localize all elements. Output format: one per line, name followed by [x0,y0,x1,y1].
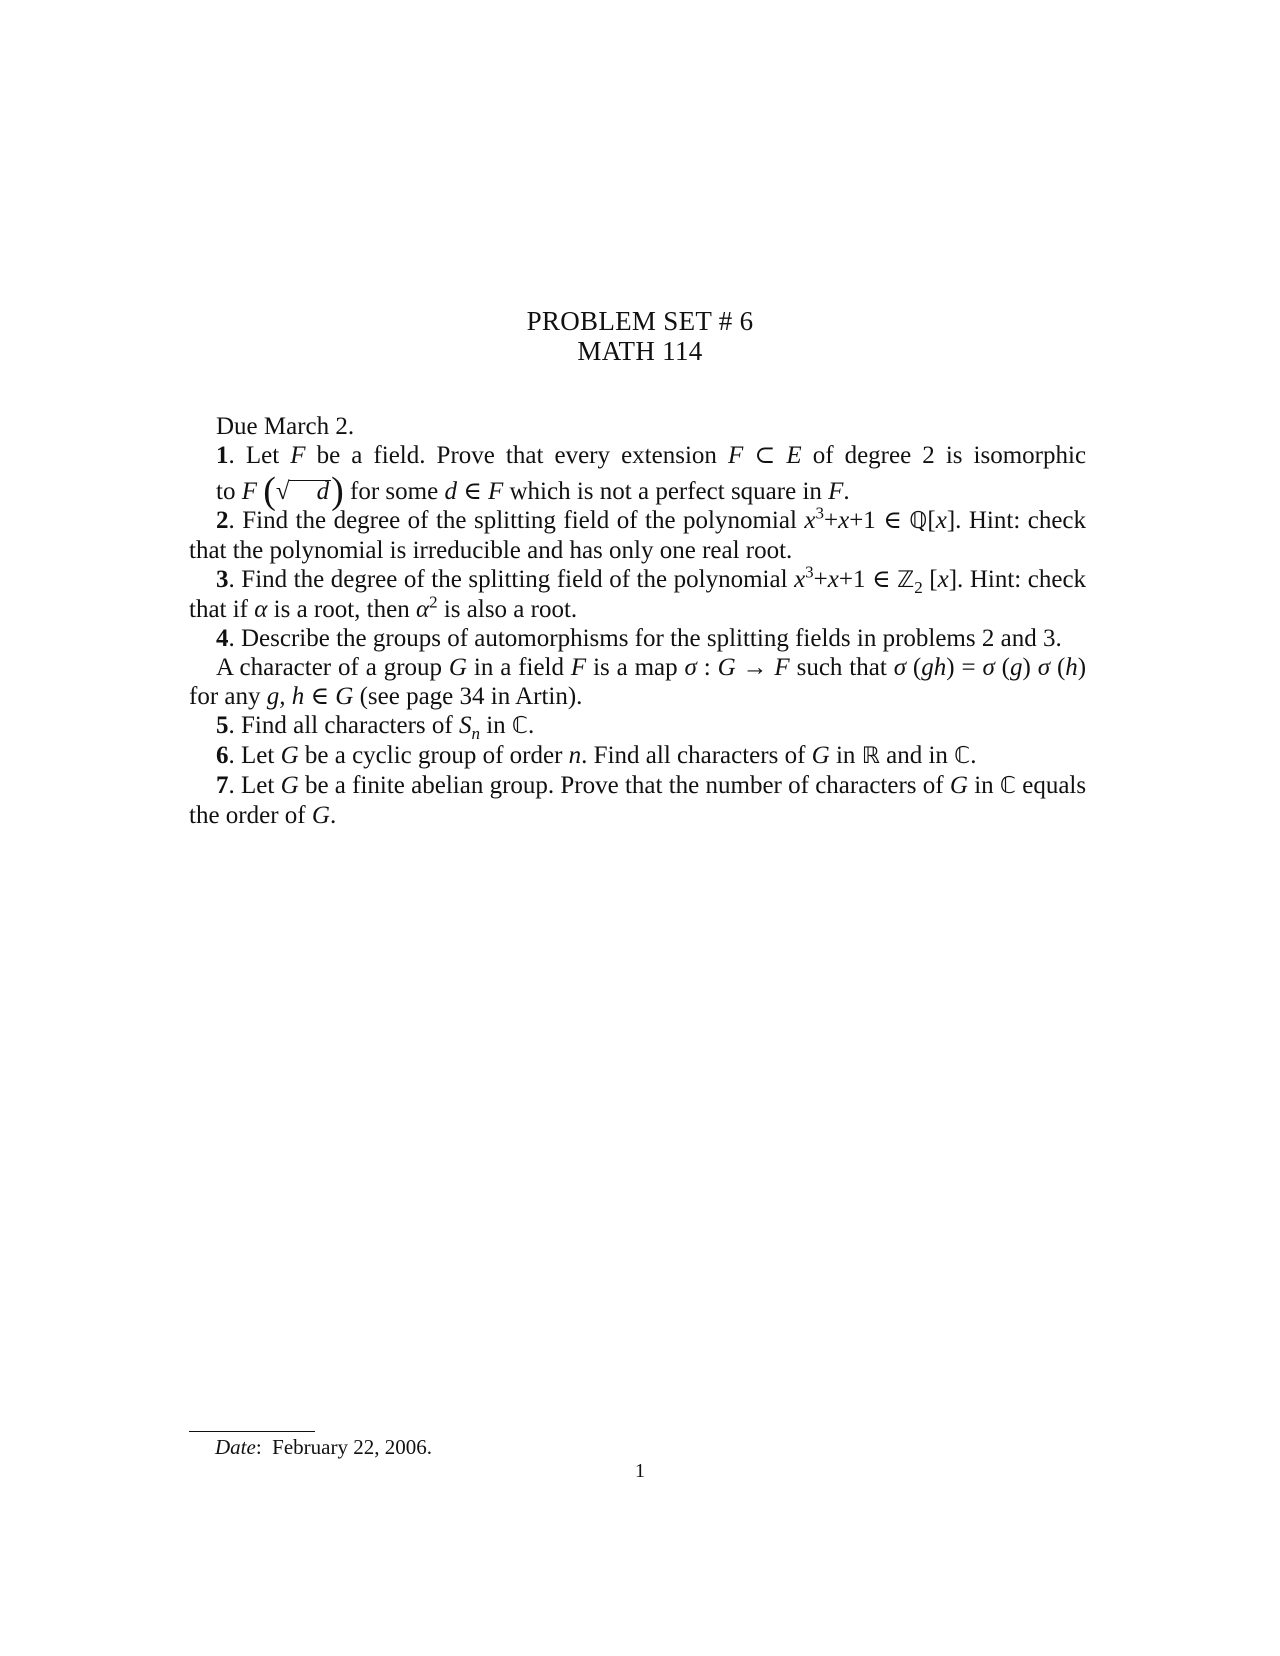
problem-number: 1 [216,442,229,469]
problem-list [189,412,1086,830]
problem-number: 3 [216,566,229,593]
problem-number: 4 [216,625,229,652]
problem-5: 5. Find all characters of $S_n$ in ℂ. [216,712,535,743]
problem-1: 1. Let F be a field. Prove that every extension F ⊂ E of degree 2 is isomorphic to F (√ d) for some d ∈ F which is not a perfect square in F. [216,442,1087,512]
problem-number: 5 [216,712,229,739]
problem-number: 7 [216,772,229,799]
footnote-date: Date: February 22, 2006. [215,1435,432,1459]
footnote-divider [189,1431,315,1432]
problem-number: 6 [216,742,229,769]
due-date: Due March 2. [216,413,355,440]
problem-6: 6. Let G be a cyclic group of order n. Find all characters of G in ℝ and in ℂ. [216,742,977,769]
page-title: PROBLEM SET # 6 [526,306,754,336]
page-number: 1 [635,1460,645,1482]
problem-number: 2 [216,507,229,534]
problem-3: 3. Find the degree of the splitting field of the polynomial $x^3+x+1$ ∈ ℤ$_2$ [x]. Hint: check that if α is a root, then $\alpha^2$ is also a root. [189,562,1087,623]
problem-4: 4. Describe the groups of automorphisms for the splitting fields in problems 2 and 3. [216,625,1062,652]
footnote-label: Date [215,1435,256,1459]
course-title: MATH 114 [577,336,703,366]
problem-7: 7. Let G be a finite abelian group. Prove that the number of characters of G in ℂ equals the order of G. [189,772,1087,829]
footnote-value: February 22, 2006. [272,1435,432,1459]
character-definition: A character of a group G in a field F is a map σ : G → F such that σ (gh) = σ (g) σ (h) for any g, h ∈ G (see page 34 in Artin). [189,654,1087,710]
problem-2: 2. Find the degree of the splitting field of the polynomial $x^3+x+1$ ∈ ℚ[x]. Hint: check that the polynomial is irreducible and has only one real root. [189,503,1087,564]
